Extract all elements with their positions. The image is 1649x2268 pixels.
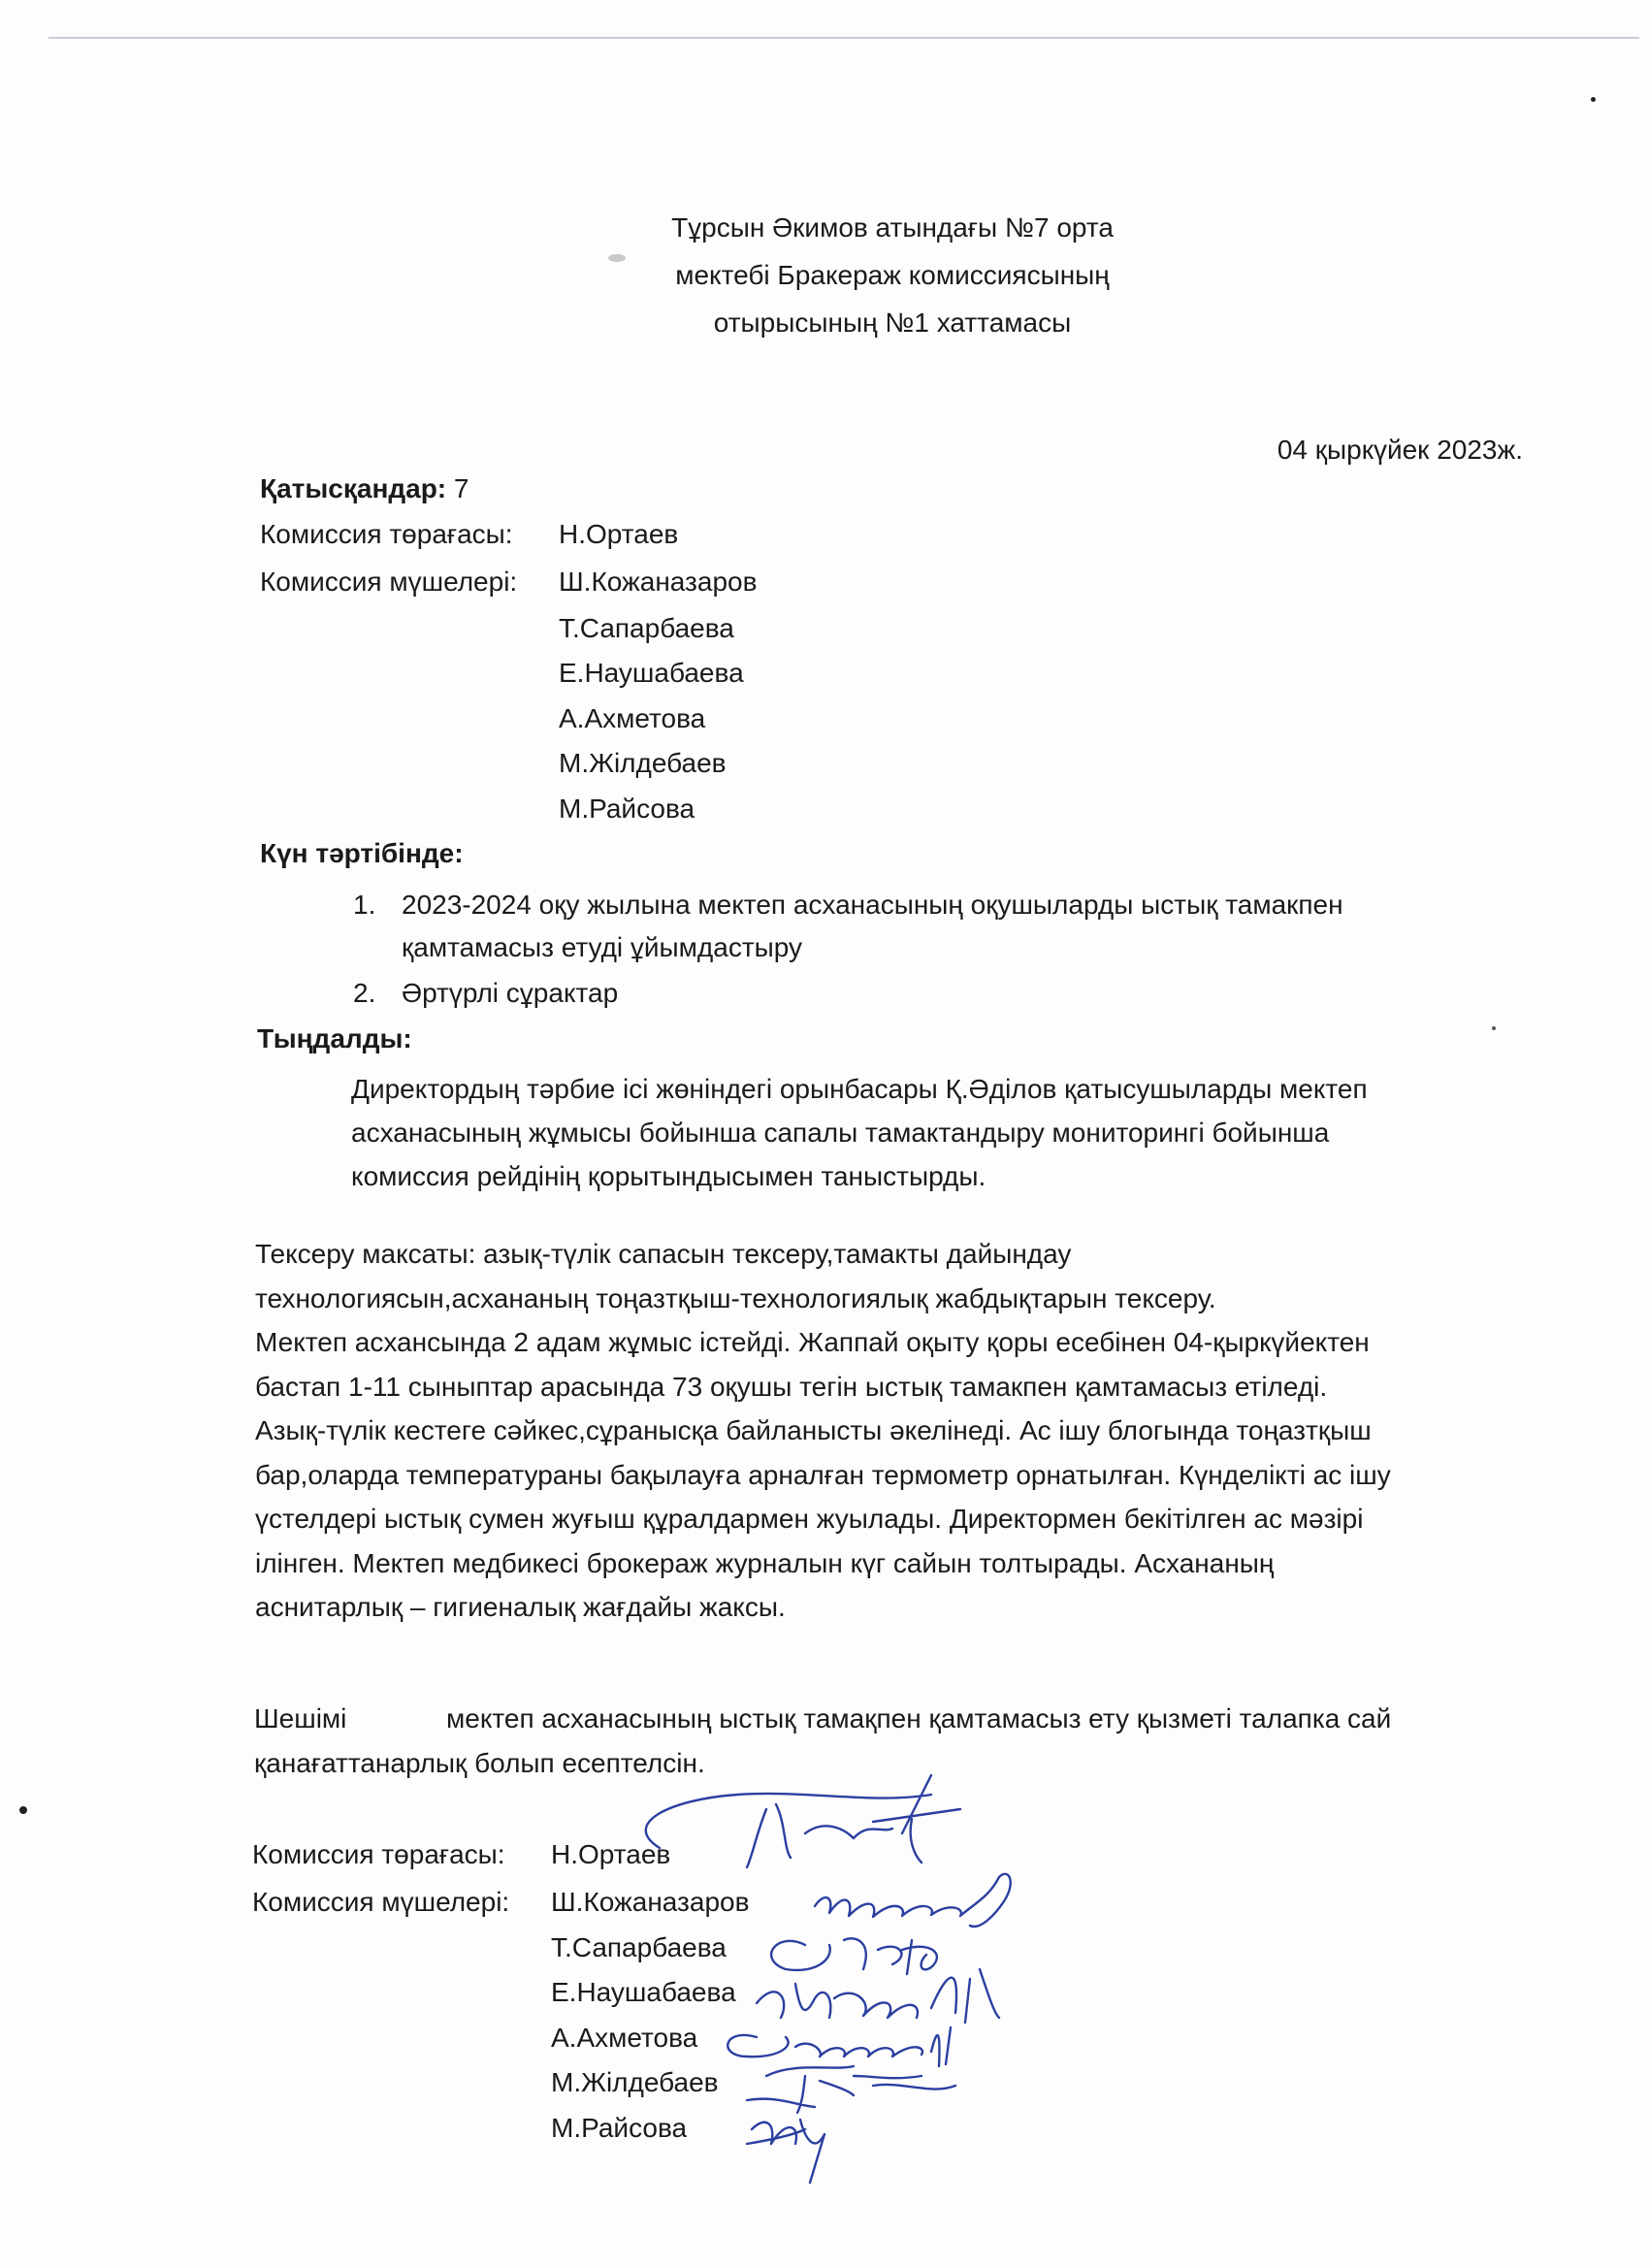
sign-member-name: Ш.Кожаназаров [551,1887,750,1917]
signature-member [815,1874,1011,1927]
agenda-label: Күн тәртібінде: [260,838,464,868]
body-line: бар,оларда температураны бақылауға арналған термометр орнатылған. Күнделікті ас ішу [255,1459,1391,1490]
signature-member [747,2120,824,2183]
scan-speck [1492,1026,1496,1030]
sign-member-name: М.Райсова [551,2113,688,2143]
sign-member-name: Т.Сапарбаева [551,1932,727,1962]
agenda-item-text: қамтамасыз етуді ұйымдастыру [402,932,803,962]
sign-member-name: М.Жілдебаев [551,2067,719,2097]
heard-line: комиссия рейдінің қорытындысымен таныстырды. [351,1161,986,1191]
body-line: Азық-түлік кестеге сәйкес,сұранысқа байланысты әкелінеді. Ас ішу блогында тоңазтқыш [255,1415,1372,1445]
signature-member [747,2066,955,2113]
heard-label: Тыңдалды: [257,1023,412,1053]
body-line: үстелдері ыстық сумен жуғыш құралдармен жуылады. Директормен бекітілген ас мәзірі [255,1504,1364,1534]
document-date: 04 қыркүйек 2023ж. [1277,435,1523,465]
signature-member [757,1969,999,2023]
participants-label: Қатысқандар: [260,473,447,503]
member-name: Ш.Кожаназаров [559,567,758,597]
member-name: Т.Сапарбаева [559,613,734,643]
title-line-3: отырысының №1 хаттамасы [713,308,1072,338]
scan-speck [1591,97,1596,102]
body-line: аснитарлық – гигиеналық жағдайы жаксы. [255,1592,786,1622]
member-name: М.Райсова [559,794,695,824]
chair-label: Комиссия төрағасы: [260,519,513,549]
decision-text: қанағаттанарлық болып есептелсін. [254,1748,705,1778]
participants-count: 7 [453,473,469,503]
sign-member-name: А.Ахметова [551,2023,698,2053]
heard-line: Директордың тәрбие ісі жөніндегі орынбасары Қ.Әділов қатысушыларды мектеп [351,1074,1368,1104]
signature-member [728,2027,951,2066]
agenda-item-number: 1. [353,890,376,920]
sign-member-name: Е.Наушабаева [551,1977,736,2007]
title-line-1: Тұрсын Әкимов атындағы №7 орта [671,212,1114,243]
title-line-2: мектебі Бракераж комиссиясының [675,260,1110,290]
member-name: Е.Наушабаева [559,658,744,688]
signature-chair [646,1775,960,1867]
body-line: бастап 1-11 сыныптар арасында 73 оқушы тегін ыстық тамакпен қамтамасыз етіледі. [255,1371,1328,1402]
agenda-item-text: Әртүрлі сұрактар [402,978,619,1008]
heard-line: асханасының жұмысы бойынша сапалы тамактандыру мониторингі бойынша [351,1118,1330,1148]
chair-name: Н.Ортаев [559,519,679,549]
sign-chair-name: Н.Ортаев [551,1839,671,1869]
body-line: Мектеп асхансында 2 адам жұмыс істейді. Жаппай оқыту қоры есебінен 04-қыркүйектен [255,1327,1370,1357]
decision-label: Шешімі [254,1703,347,1733]
sign-chair-label: Комиссия төрағасы: [252,1839,505,1869]
signature-member [771,1938,937,1974]
members-label: Комиссия мүшелері: [260,567,518,597]
member-name: М.Жілдебаев [559,748,727,778]
body-line: Тексеру максаты: азық-түлік сапасын тексеру,тамакты дайындау [255,1239,1072,1269]
scan-speck [608,254,626,262]
agenda-item-number: 2. [353,978,376,1008]
member-name: А.Ахметова [559,703,706,733]
body-line: технологиясын,асхананың тоңазтқыш-технологиялық жабдықтарын тексеру. [255,1282,1216,1313]
decision-text: мектеп асханасының ыстық тамақпен қамтамасыз ету қызметі талапка сай [446,1703,1392,1733]
scan-speck [19,1806,27,1814]
sign-members-label: Комиссия мүшелері: [252,1887,510,1917]
agenda-item-text: 2023-2024 оқу жылына мектеп асханасының оқушыларды ыстық тамакпен [402,890,1343,920]
body-line: ілінген. Мектеп медбикесі брокераж журналын күг сайын толтырады. Асхананың [255,1547,1275,1578]
